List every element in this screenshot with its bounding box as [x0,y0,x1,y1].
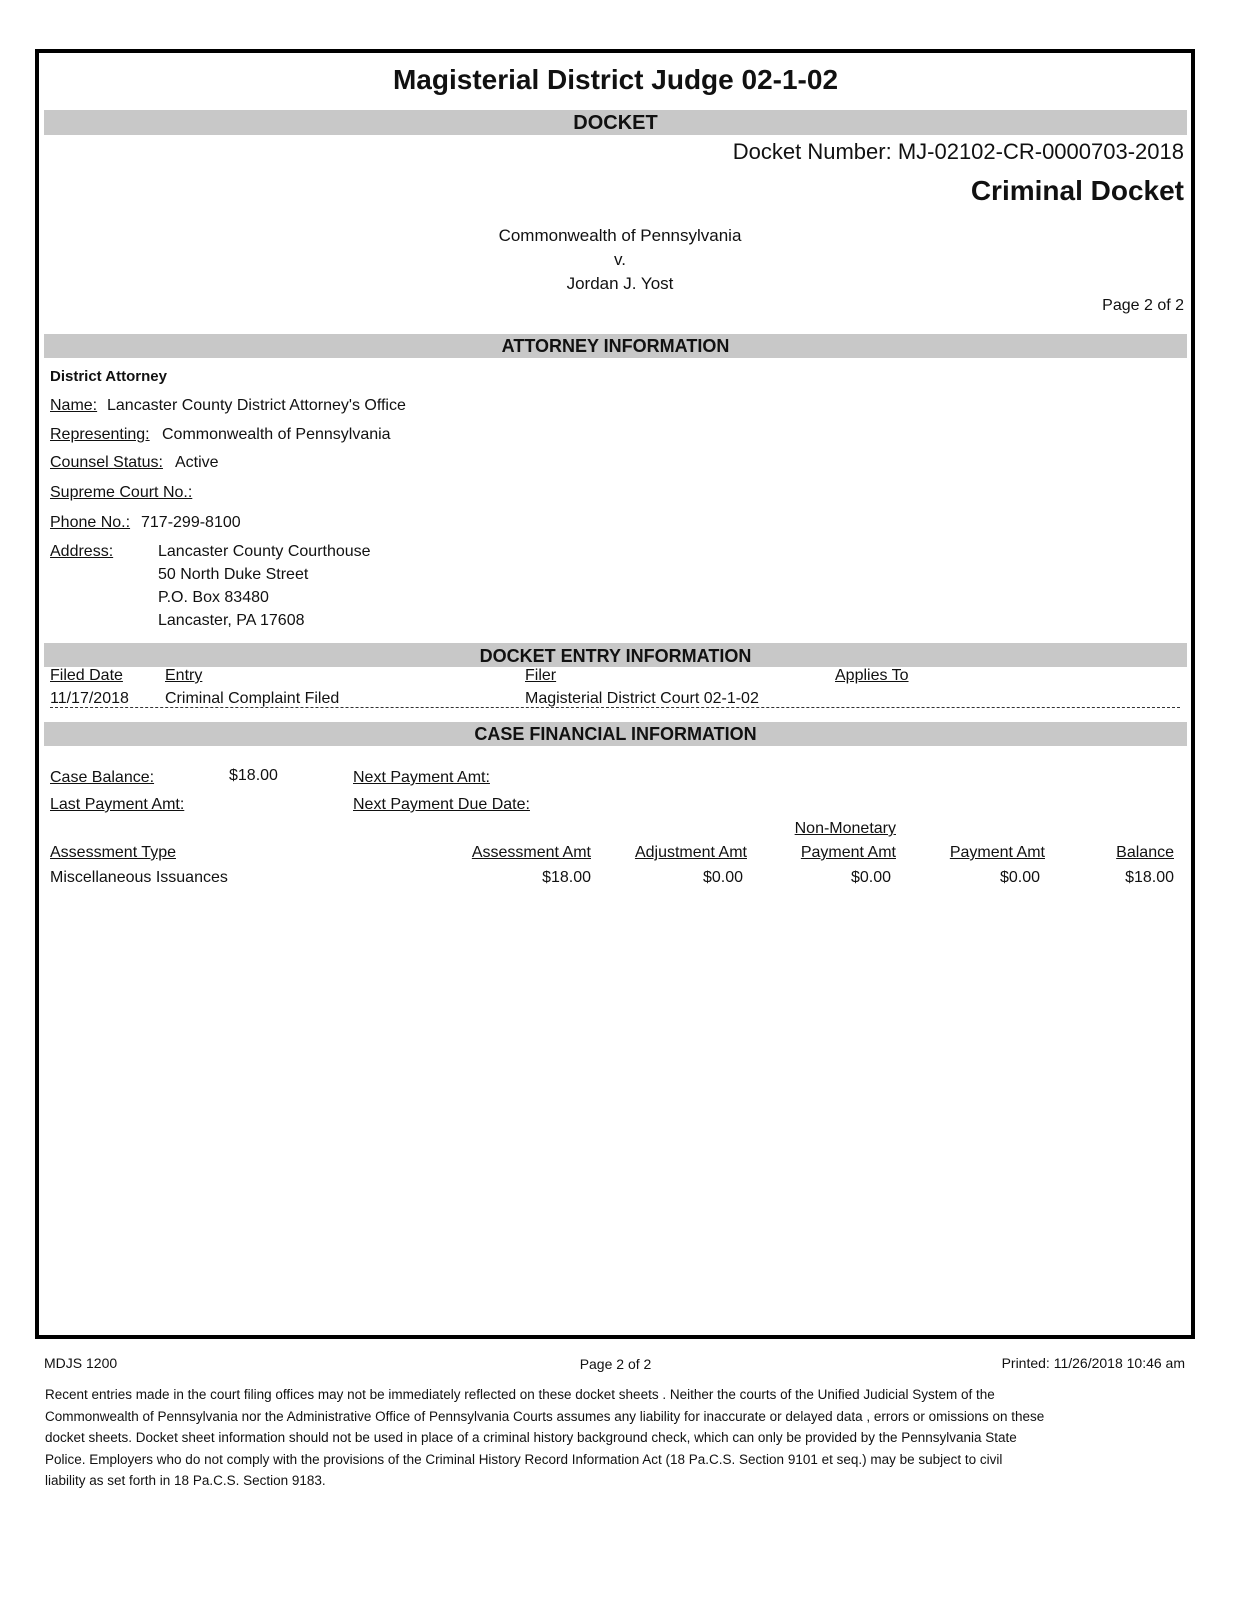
footer-page: Page 2 of 2 [579,1356,652,1372]
party-plaintiff: Commonwealth of Pennsylvania [498,226,742,245]
col-payment-amt: Payment Amt [949,844,1045,861]
next-payment-amt-label: Next Payment Amt: [353,769,490,786]
address-line: P.O. Box 83480 [158,589,269,606]
next-payment-due-label: Next Payment Due Date: [353,796,530,813]
financial-band: CASE FINANCIAL INFORMATION [44,722,1187,746]
col-adjustment-amt: Adjustment Amt [634,844,747,861]
entry-description: Criminal Complaint Filed [165,690,340,707]
case-balance-value: $18.00 [229,767,278,784]
disclaimer: Recent entries made in the court filing offices may not be immediately reflected on these docket sheets . Neither the courts of the Unified Judicial System of the Commonwealth of Pennsylvania nor the Administrative Office of Pennsylvania Courts assumes any liability for inaccurate or delayed data , errors or omissions on these docket sheets. Docket sheet information should not be used in place of a criminal history background check, which can only be provided by the Pennsylvania State Police. Employers who do not comply with the provisions of the Criminal History Record Information Act (18 Pa.C.S. Section 9101 et seq.) may be subject to civil liability as set forth in 18 Pa.C.S. Section 9183. [45,1387,1045,1488]
entry-filer: Magisterial District Court 02-1-02 [525,690,759,707]
col-filed-date: Filed Date [50,667,123,684]
attorney-role: District Attorney [50,368,167,385]
page-indicator: Page 2 of 2 [1102,297,1184,314]
phone-label: Phone No.: [50,514,131,531]
address-line: Lancaster County Courthouse [158,543,371,560]
col-balance: Balance [1116,844,1174,861]
col-assessment-amt: Assessment Amt [471,844,591,861]
counsel-status-value: Active [175,454,219,471]
entry-separator [50,707,1180,708]
docket-type: Criminal Docket [970,175,1184,206]
col-nonmonetary-payment: Payment Amt [800,844,896,861]
entry-filed-date: 11/17/2018 [50,690,129,707]
party-versus: v. [614,250,626,269]
case-balance-label: Case Balance: [50,769,155,786]
col-entry: Entry [165,667,203,684]
fin-row-assessment: $18.00 [542,869,591,886]
supreme-court-label: Supreme Court No.: [50,484,193,501]
col-assessment-type: Assessment Type [50,844,176,861]
printed-timestamp: Printed: 11/26/2018 10:46 am [1001,1355,1185,1371]
docket-band: DOCKET [44,110,1187,135]
form-code: MDJS 1200 [44,1355,118,1371]
address-label: Address: [50,543,114,560]
attorney-name: Lancaster County District Attorney's Office [107,397,406,414]
party-defendant: Jordan J. Yost [566,274,674,293]
fin-row-adjustment: $0.00 [702,869,743,886]
attorney-band: ATTORNEY INFORMATION [44,334,1187,358]
fin-row-type: Miscellaneous Issuances [50,869,228,886]
address-line: Lancaster, PA 17608 [158,612,305,629]
attorney-name-label: Name: [50,397,98,414]
docket-entry-band: DOCKET ENTRY INFORMATION [44,643,1187,667]
representing-value: Commonwealth of Pennsylvania [162,426,391,443]
court-title: Magisterial District Judge 02-1-02 [392,64,839,95]
address-line: 50 North Duke Street [158,566,309,583]
fin-row-payment: $0.00 [999,869,1040,886]
col-filer: Filer [525,667,557,684]
docket-number: Docket Number: MJ-02102-CR-0000703-2018 [732,139,1184,164]
col-applies-to: Applies To [835,667,909,684]
counsel-status-label: Counsel Status: [50,454,163,471]
representing-label: Representing: [50,426,150,443]
fin-row-balance: $18.00 [1125,869,1174,886]
col-nonmonetary-top: Non-Monetary [794,820,896,837]
phone-value: 717-299-8100 [141,514,241,531]
last-payment-amt-label: Last Payment Amt: [50,796,185,813]
fin-row-nonmonetary: $0.00 [850,869,891,886]
